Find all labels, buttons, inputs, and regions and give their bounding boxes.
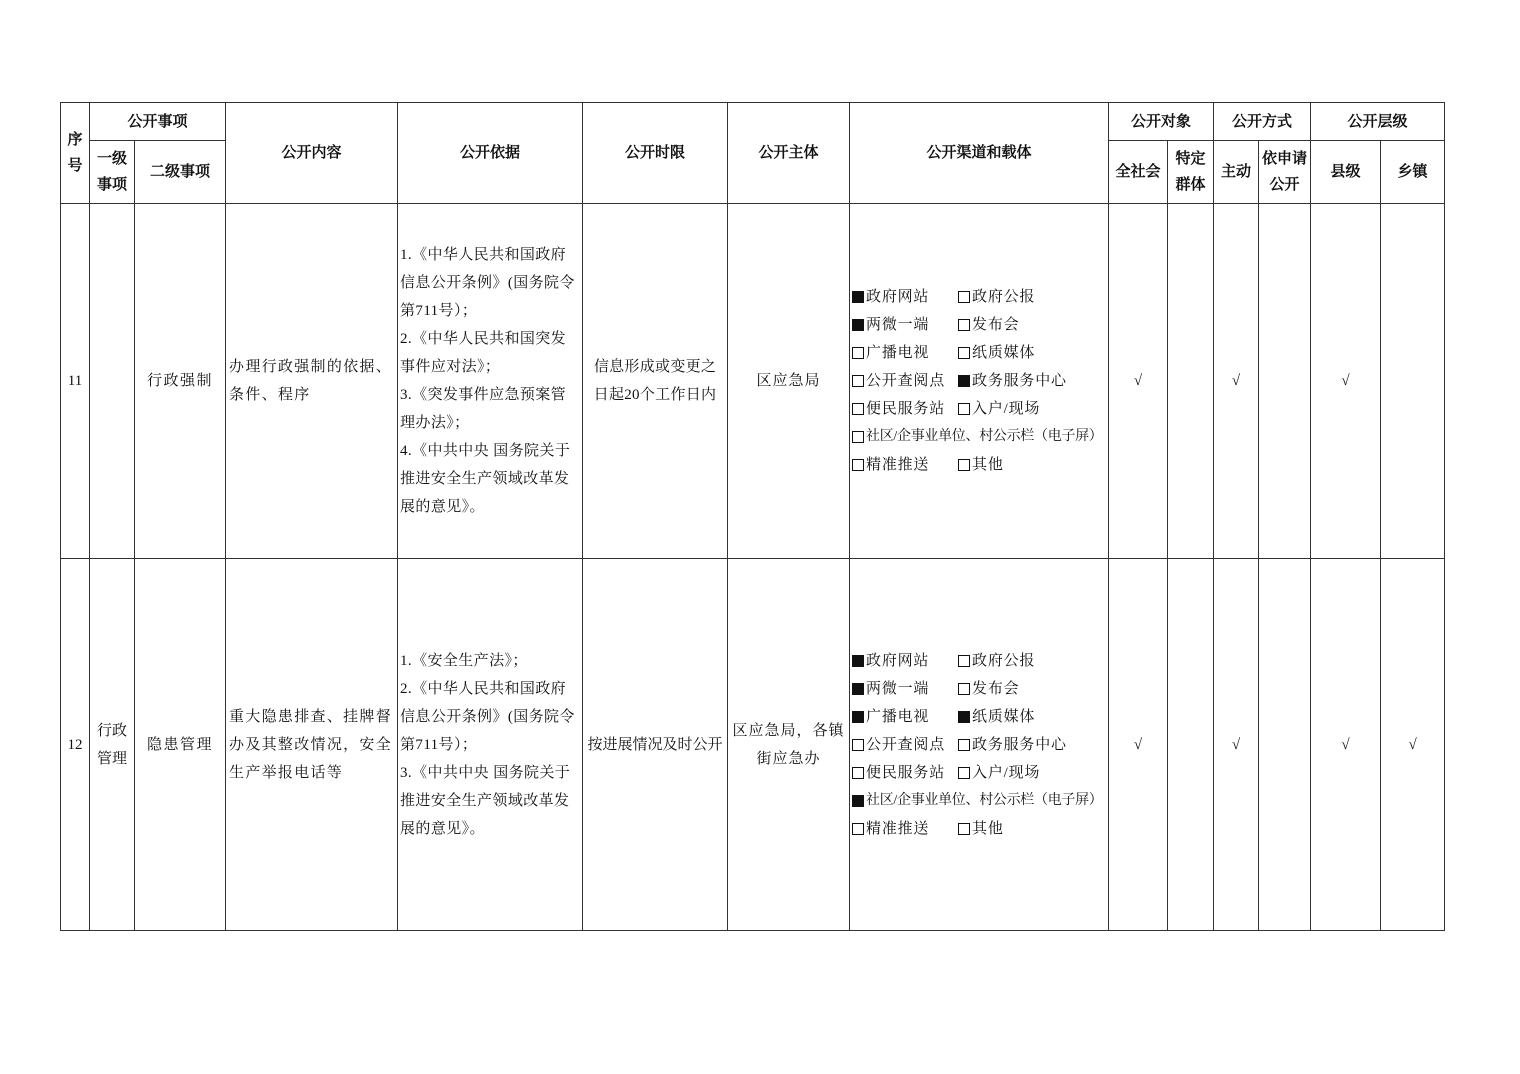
channel-option [958,451,1004,479]
channel-label: 公开查阅点 [866,373,946,389]
channel-label: 精准推送 [866,820,930,837]
checkbox-unchecked-icon [958,683,970,695]
audience-all-mark: √ [1109,204,1168,559]
header-level-group: 公开层级 [1311,103,1445,141]
channel-row [852,675,1108,703]
level2-item: 行政强制 [135,204,226,559]
header-method-active: 主动 [1214,141,1259,204]
disclosure-basis [398,559,583,931]
header-seq-label: 序号 [67,131,83,174]
channel-option [852,283,958,311]
checkbox-unchecked-icon [852,347,864,359]
header-item-group: 公开事项 [90,103,226,141]
disclosure-table [60,102,1445,931]
row-seq: 11 [61,204,90,559]
basis-item: 1.《中华人民共和国政府信息公开条例》(国务院令第711号）； [400,247,575,319]
channel-row [852,815,1108,843]
method-active-mark: √ [1214,204,1259,559]
header-time-limit: 公开时限 [583,103,728,204]
channel-label: 纸质媒体 [972,708,1036,725]
channel-label: 政务服务中心 [972,373,1067,389]
row-seq: 12 [61,559,90,931]
level1-item-cell [90,559,135,931]
channel-option [958,367,1067,395]
header-channels: 公开渠道和载体 [850,103,1109,204]
level-county-mark: √ [1311,204,1381,559]
checkbox-checked-icon [852,291,864,303]
channel-row [852,395,1108,423]
channel-row [852,311,1108,339]
channel-option [852,703,958,731]
checkbox-unchecked-icon [852,431,864,443]
checkbox-checked-icon [852,711,864,723]
channel-option [958,815,1004,843]
checkbox-unchecked-icon [958,319,970,331]
checkbox-checked-icon [958,375,970,387]
channel-label: 广播电视 [866,345,930,361]
disclosure-content: 重大隐患排查、挂牌督办及其整改情况，安全生产举报电话等 [226,559,398,931]
header-audience-specific [1168,141,1214,204]
channel-label: 政府公报 [972,289,1036,305]
channel-option [852,675,958,703]
disclosure-subject: 区应急局 [728,204,850,559]
header-audience-specific-label: 特定群体 [1175,150,1206,193]
channel-row [852,367,1108,395]
header-audience-all: 全社会 [1109,141,1168,204]
channel-label: 便民服务站 [866,401,946,417]
channel-option [958,395,1040,423]
channel-option [852,367,958,395]
header-basis: 公开依据 [398,103,583,204]
audience-specific-mark [1168,204,1214,559]
header-row-top [61,103,1445,141]
table-body [61,204,1445,931]
header-level-town: 乡镇 [1381,141,1445,204]
header-method-request [1259,141,1311,204]
basis-item: 3.《突发事件应急预案管理办法》； [400,387,567,431]
channel-row [852,283,1108,311]
channel-label: 入户/现场 [972,764,1041,781]
channel-label: 政务服务中心 [972,736,1067,753]
channel-row [852,787,1108,815]
basis-item: 2.《中华人民共和国政府信息公开条例》(国务院令第711号）； [400,680,575,753]
checkbox-unchecked-icon [958,291,970,303]
channel-label: 发布会 [972,317,1020,333]
channel-row [852,647,1108,675]
channel-option [852,395,958,423]
basis-item: 3.《中共中央 国务院关于推进安全生产领域改革发展的意见》。 [400,764,571,837]
checkbox-unchecked-icon [852,767,864,779]
channel-option [852,647,958,675]
channel-label: 精准推送 [866,457,930,473]
channel-option [852,731,958,759]
channel-option [958,647,1035,675]
table-header [61,103,1445,204]
header-level2: 二级事项 [135,141,226,204]
header-level-county: 县级 [1311,141,1381,204]
channel-option [958,703,1035,731]
table-row [61,559,1445,931]
basis-item: 2.《中华人民共和国突发事件应对法》； [400,331,567,375]
channel-row [852,759,1108,787]
basis-item: 1.《安全生产法》； [400,652,528,669]
header-content: 公开内容 [226,103,398,204]
channel-label: 两微一端 [866,680,930,697]
checkbox-unchecked-icon [958,739,970,751]
channel-option [852,339,958,367]
header-method-request-label: 依申请公开 [1262,150,1308,193]
channel-label: 广播电视 [866,708,930,725]
disclosure-content: 办理行政强制的依据、条件、程序 [226,204,398,559]
checkbox-unchecked-icon [958,403,970,415]
channel-label: 便民服务站 [866,764,946,781]
checkbox-checked-icon [852,683,864,695]
audience-specific-mark [1168,559,1214,931]
channel-label: 其他 [972,820,1004,837]
channel-row [852,451,1108,479]
level-town-mark: √ [1381,559,1445,931]
channel-row [852,703,1108,731]
channel-option [852,759,958,787]
checkbox-unchecked-icon [852,459,864,471]
channel-option [958,731,1067,759]
header-seq [61,103,90,204]
table-row [61,204,1445,559]
channel-row [852,423,1108,451]
channel-option [852,451,958,479]
checkbox-unchecked-icon [958,655,970,667]
channel-option [852,423,1103,451]
header-level1-label: 一级事项 [96,150,127,193]
header-subject: 公开主体 [728,103,850,204]
channel-label: 纸质媒体 [972,345,1036,361]
channel-option [958,339,1035,367]
header-level1 [90,141,135,204]
basis-item: 4.《中共中央 国务院关于推进安全生产领域改革发展的意见》。 [400,443,571,515]
disclosure-channels [850,559,1109,931]
level2-item: 隐患管理 [135,559,226,931]
channel-option [852,787,1103,815]
channel-option [958,311,1019,339]
checkbox-unchecked-icon [852,823,864,835]
channel-label: 政府公报 [972,652,1036,669]
checkbox-unchecked-icon [958,347,970,359]
checkbox-unchecked-icon [958,767,970,779]
level1-item: 行政管理 [96,722,127,767]
channel-label: 社区/企事业单位、村公示栏（电子屏） [866,429,1103,444]
disclosure-channels [850,204,1109,559]
channel-option [958,759,1040,787]
checkbox-unchecked-icon [958,823,970,835]
method-request-mark [1259,559,1311,931]
level-town-mark [1381,204,1445,559]
checkbox-unchecked-icon [852,739,864,751]
header-method-group: 公开方式 [1214,103,1311,141]
channel-row [852,339,1108,367]
channel-option [852,311,958,339]
time-limit: 信息形成或变更之日起20个工作日内 [583,204,728,559]
channel-option [958,283,1035,311]
channel-label: 两微一端 [866,317,930,333]
level-county-mark: √ [1311,559,1381,931]
checkbox-checked-icon [852,655,864,667]
channel-option [958,675,1019,703]
channel-label: 公开查阅点 [866,736,946,753]
channel-label: 其他 [972,457,1004,473]
channel-label: 社区/企事业单位、村公示栏（电子屏） [866,792,1103,808]
header-audience-group: 公开对象 [1109,103,1214,141]
channel-option [852,815,958,843]
time-limit: 按进展情况及时公开 [583,559,728,931]
audience-all-mark: √ [1109,559,1168,931]
channel-label: 发布会 [972,680,1020,697]
level1-item-cell [90,204,135,559]
disclosure-basis [398,204,583,559]
method-active-mark: √ [1214,559,1259,931]
disclosure-subject: 区应急局，各镇街应急办 [728,559,850,931]
checkbox-checked-icon [852,795,864,807]
checkbox-unchecked-icon [852,403,864,415]
channel-label: 入户/现场 [972,401,1041,417]
method-request-mark [1259,204,1311,559]
checkbox-checked-icon [958,711,970,723]
checkbox-unchecked-icon [958,459,970,471]
channel-label: 政府网站 [866,652,930,669]
checkbox-unchecked-icon [852,375,864,387]
checkbox-checked-icon [852,319,864,331]
channel-row [852,731,1108,759]
channel-label: 政府网站 [866,289,930,305]
